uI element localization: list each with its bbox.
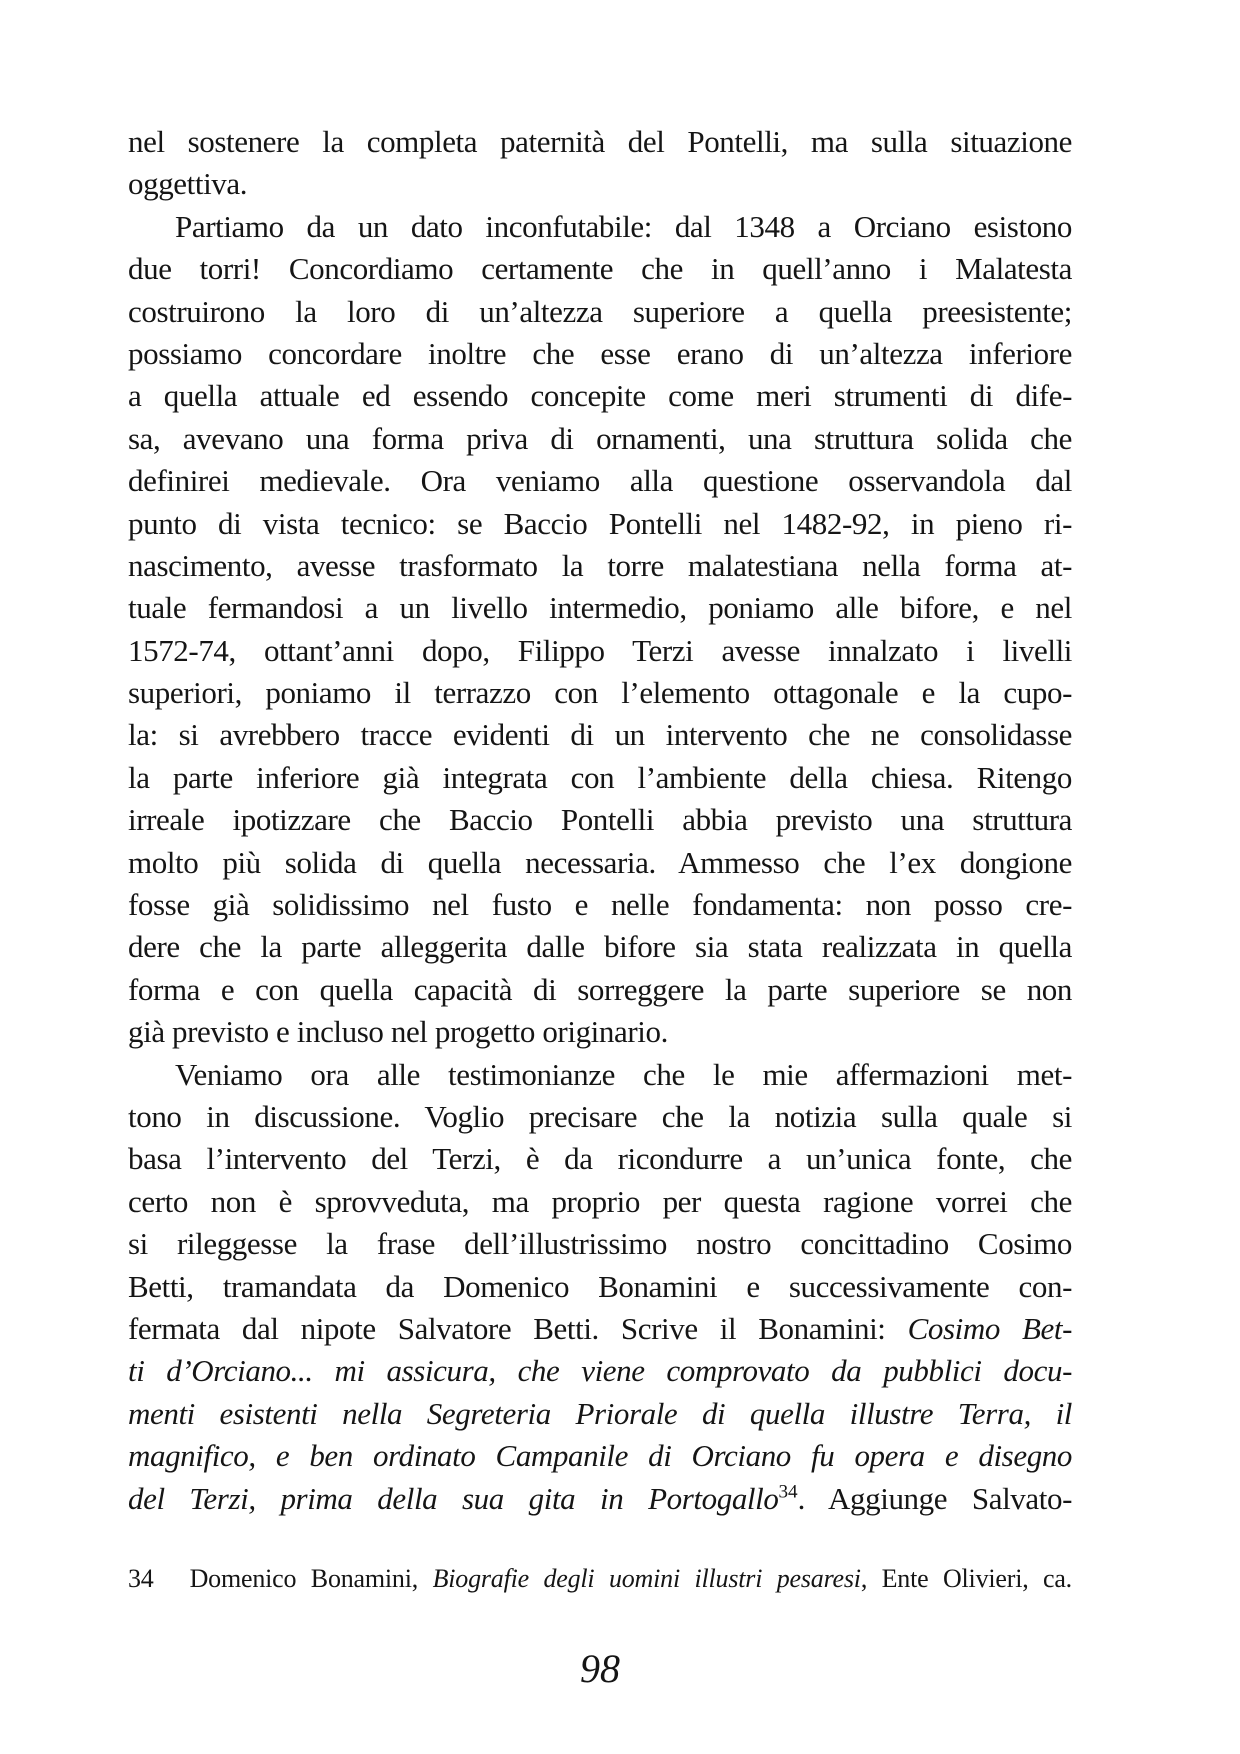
text-run: , Ente Olivieri, ca. xyxy=(860,1564,1072,1593)
text-line xyxy=(128,163,1072,205)
text-line xyxy=(128,1435,1072,1477)
text-run: si rileggesse la frase dell’illustrissimo nostro concittadino Cosimo xyxy=(128,1226,1072,1262)
text-run: certo non è sprovveduta, ma proprio per questa ragione vorrei che xyxy=(128,1183,1072,1219)
footnote-number: 34 xyxy=(128,1564,154,1593)
text-line xyxy=(128,1266,1072,1308)
text-line xyxy=(128,291,1072,333)
text-line xyxy=(128,418,1072,460)
text-line xyxy=(128,1308,1072,1350)
footnote-reference: 34 xyxy=(778,1481,798,1503)
text-line xyxy=(128,799,1072,841)
text-run: già previsto e incluso nel progetto originario. xyxy=(128,1014,668,1050)
text-line xyxy=(128,333,1072,375)
body-text xyxy=(128,121,1072,1520)
text-run: basa l’intervento del Terzi, è da ricondurre a un’unica fonte, che xyxy=(128,1141,1072,1177)
text-line xyxy=(128,375,1072,417)
italic-text-run: Biografie degli uomini illustri pesaresi xyxy=(432,1564,861,1593)
text-line xyxy=(128,460,1072,502)
text-run: Veniamo ora alle testimonianze che le mie affermazioni met- xyxy=(175,1056,1072,1092)
text-run: fermata dal nipote Salvatore Betti. Scrive il Bonamini: xyxy=(128,1310,908,1346)
text-run: Betti, tramandata da Domenico Bonamini e successivamente con- xyxy=(128,1268,1072,1304)
text-line xyxy=(128,714,1072,756)
text-run: tuale fermandosi a un livello intermedio, poniamo alle bifore, e nel xyxy=(128,590,1072,626)
text-run: costruirono la loro di un’altezza superiore a quella preesistente; xyxy=(128,293,1072,329)
text-line xyxy=(128,757,1072,799)
text-run: . Aggiunge Salvato- xyxy=(797,1480,1072,1516)
italic-text-run: menti esistenti nella Segreteria Priorale di quella illustre Terra, il xyxy=(128,1395,1072,1431)
text-line xyxy=(128,248,1072,290)
text-line xyxy=(128,842,1072,884)
text-line xyxy=(128,1350,1072,1392)
text-run: a quella attuale ed essendo concepite come meri strumenti di dife- xyxy=(128,378,1072,414)
text-run: punto di vista tecnico: se Baccio Pontelli nel 1482-92, in pieno ri- xyxy=(128,505,1072,541)
text-line xyxy=(128,206,1072,248)
text-run: nascimento, avesse trasformato la torre malatestiana nella forma at- xyxy=(128,547,1072,583)
text-run: superiori, poniamo il terrazzo con l’elemento ottagonale e la cupo- xyxy=(128,675,1072,711)
text-run: la: si avrebbero tracce evidenti di un intervento che ne consolidasse xyxy=(128,717,1072,753)
text-line xyxy=(128,1138,1072,1180)
italic-text-run: ti d’Orciano... mi assicura, che viene comprovato da pubblici docu- xyxy=(128,1353,1072,1389)
text-run: possiamo concordare inoltre che esse erano di un’altezza inferiore xyxy=(128,335,1072,371)
text-line xyxy=(128,884,1072,926)
italic-text-run: del Terzi, prima della sua gita in Portogallo xyxy=(128,1480,779,1516)
italic-text-run: Cosimo Bet- xyxy=(907,1310,1072,1346)
text-run: sa, avevano una forma priva di ornamenti, una struttura solida che xyxy=(128,420,1072,456)
text-line xyxy=(128,503,1072,545)
text-run: dere che la parte alleggerita dalle bifore sia stata realizzata in quella xyxy=(128,929,1072,965)
text-line xyxy=(128,969,1072,1011)
text-run: Partiamo da un dato inconfutabile: dal 1348 a Orciano esistono xyxy=(175,208,1072,244)
footnote-text xyxy=(190,1564,1072,1593)
page-number: 98 xyxy=(580,1646,620,1691)
text-line xyxy=(128,1011,1072,1053)
text-line xyxy=(128,587,1072,629)
text-line xyxy=(128,926,1072,968)
text-line xyxy=(128,1096,1072,1138)
text-run: definirei medievale. Ora veniamo alla questione osservandola dal xyxy=(128,463,1072,499)
text-run: nel sostenere la completa paternità del Pontelli, ma sulla situazione xyxy=(128,124,1072,159)
text-line xyxy=(128,1223,1072,1265)
text-run: oggettiva. xyxy=(128,166,248,202)
text-line xyxy=(128,1181,1072,1223)
text-run: due torri! Concordiamo certamente che in quell’anno i Malatesta xyxy=(128,251,1072,287)
text-line xyxy=(128,1393,1072,1435)
text-line xyxy=(128,1478,1072,1520)
text-run: 1572-74, ottant’anni dopo, Filippo Terzi avesse innalzato i livelli xyxy=(128,632,1072,668)
text-run: forma e con quella capacità di sorreggere la parte superiore se non xyxy=(128,971,1072,1007)
text-run: molto più solida di quella necessaria. Ammesso che l’ex dongione xyxy=(128,844,1072,880)
text-run: irreale ipotizzare che Baccio Pontelli abbia previsto una struttura xyxy=(128,802,1072,838)
footnote xyxy=(128,1561,1072,1597)
text-run: la parte inferiore già integrata con l’ambiente della chiesa. Ritengo xyxy=(128,759,1072,795)
text-line xyxy=(128,672,1072,714)
text-run: Domenico Bonamini, xyxy=(189,1564,433,1593)
text-line xyxy=(128,121,1072,163)
text-line xyxy=(128,630,1072,672)
italic-text-run: magnifico, e ben ordinato Campanile di Orciano fu opera e disegno xyxy=(128,1438,1072,1474)
text-line xyxy=(128,1054,1072,1096)
text-run: fosse già solidissimo nel fusto e nelle fondamenta: non posso cre- xyxy=(128,887,1072,923)
text-run: tono in discussione. Voglio precisare che la notizia sulla quale si xyxy=(128,1098,1072,1134)
text-line xyxy=(128,545,1072,587)
